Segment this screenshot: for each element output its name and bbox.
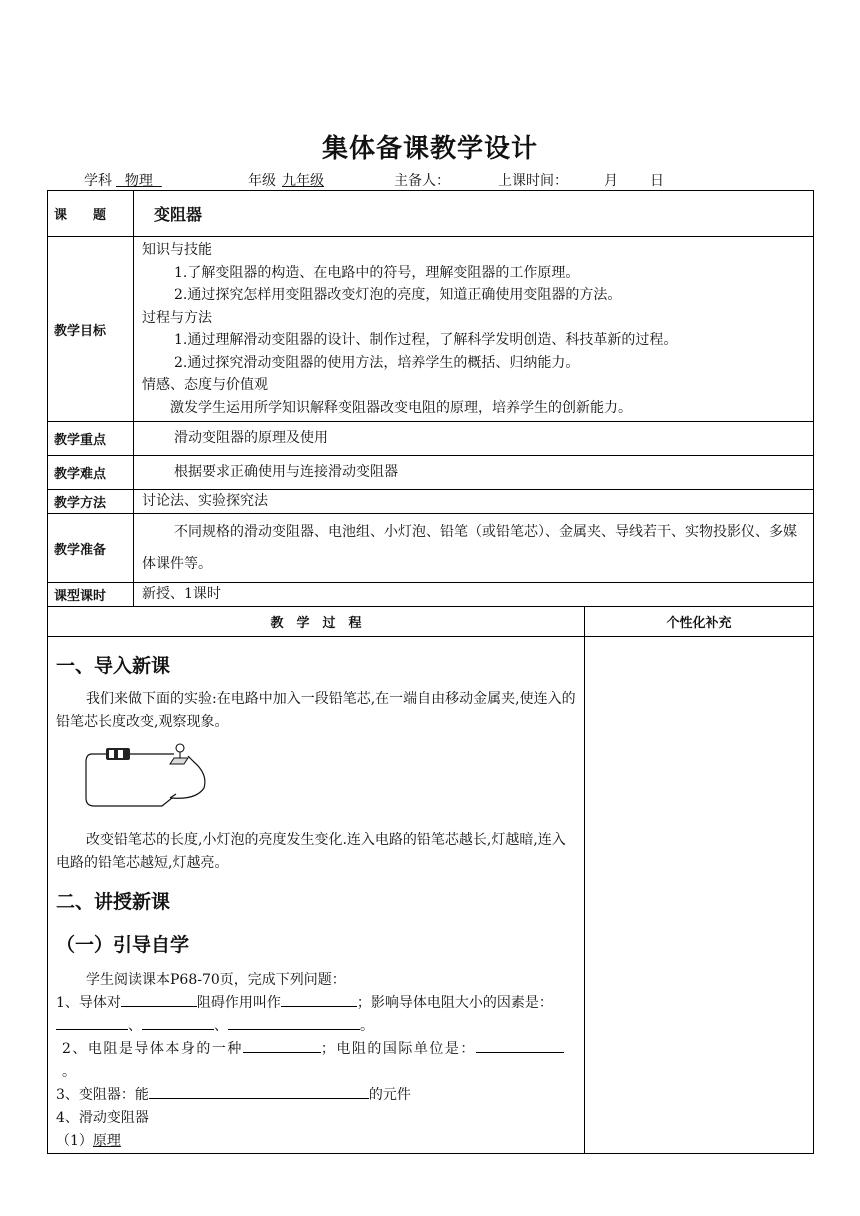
section-import-title: 一、导入新课 [56,655,171,677]
supplement-header: 个性化补充 [585,607,814,637]
goal-item: 1.通过理解滑动变阻器的设计、制作过程，了解科学发明创造、科技革新的过程。 [174,332,678,348]
goal-item: 激发学生运用所学知识解释变阻器改变电阻的原理，培养学生的创新能力。 [170,399,632,416]
process-content [48,637,585,1154]
goal-item: 2.通过探究滑动变阻器的使用方法，培养学生的概括、归纳能力。 [174,354,580,371]
goals-row [48,237,814,422]
key-text: 滑动变阻器的原理及使用 [174,430,328,447]
month-label: 月 [604,173,618,189]
circuit-wire [170,794,176,798]
period-label: 课型课时 [48,583,134,607]
circuit-wire [86,754,205,806]
topic-label: 课 题 [48,191,134,237]
q3-text-a: 3、变阻器：能 [56,1087,149,1103]
q1-blank [281,992,357,1007]
grade-label: 年级 [248,173,276,189]
q1-text-c: ；影响导体电阻大小的因素是： [356,995,553,1011]
q3-blank [149,1084,369,1099]
q2-text-a: 2、电阻是导体本身的一种 [62,1041,243,1057]
day-label: 日 [650,173,664,189]
q4-1-prefix: （1） [56,1133,93,1149]
bulb-holder-icon [170,758,188,764]
q1-blank [56,1015,128,1030]
method-value: 讨论法、实验探究法 [134,490,814,514]
supplement-column [585,637,814,1154]
goals-heading-emotion: 情感、态度与价值观 [142,377,268,393]
battery-cell-icon [118,750,123,758]
section-import-p2: 改变铅笔芯的长度,小灯泡的亮度发生变化.连入电路的铅笔芯越长,灯越暗,连入电路的铅笔芯越短,灯越亮。 [56,832,566,871]
circuit-diagram [84,740,578,819]
q1-sep: 、 [128,1018,142,1034]
q2-blank [476,1038,564,1053]
subject-value: 物理 [116,173,162,189]
goal-item: 1.了解变阻器的构造、在电路中的符号，理解变阻器的工作原理。 [174,264,580,281]
key-value [134,422,814,456]
prep-row [48,514,814,583]
process-header-row [48,607,814,637]
q4-1-text: 原理 [92,1133,121,1149]
period-value: 新授、1课时 [134,583,814,607]
q1-text-b: 阻碍作用叫作 [196,995,281,1011]
question-3 [56,1084,578,1107]
battery-cell-icon [109,750,114,758]
question-4: 4、滑动变阻器 [56,1110,149,1126]
q1-blank [142,1015,214,1030]
question-2 [56,1038,578,1084]
topic-row [48,191,814,237]
goals-heading-process: 过程与方法 [142,309,212,326]
grade-value: 九年级 [282,173,324,189]
difficulty-value [134,456,814,490]
period-row [48,583,814,607]
q2-blank [243,1038,321,1053]
question-1 [56,992,578,1038]
goals-content [134,237,814,422]
difficulty-text: 根据要求正确使用与连接滑动变阻器 [174,464,398,481]
read-instruction: 学生阅读课本P68-70页，完成下列问题： [86,972,346,988]
section-import-p1: 我们来做下面的实验:在电路中加入一段铅笔芯,在一端自由移动金属夹,使连入的铅笔芯长度改变,观察现象。 [56,691,576,730]
method-label: 教学方法 [48,490,134,514]
key-label: 教学重点 [48,422,134,456]
q2-text-b: ；电阻的国际单位是： [320,1041,476,1057]
q1-sep: 、 [214,1018,228,1034]
subject-label: 学科 [84,173,112,189]
method-row [48,490,814,514]
q1-blank [121,992,197,1007]
document-title: 集体备课教学设计 [321,134,538,164]
goals-heading-knowledge: 知识与技能 [142,242,212,258]
section-teach-title: 二、讲授新课 [56,891,171,913]
goal-item: 2.通过探究怎样用变阻器改变灯泡的亮度，知道正确使用变阻器的方法。 [174,287,622,303]
difficulty-label: 教学难点 [48,456,134,490]
q3-text-b: 的元件 [368,1087,411,1103]
time-label: 上课时间： [498,173,568,189]
q1-blank [228,1015,360,1030]
topic-value: 变阻器 [134,191,814,237]
difficulty-row [48,456,814,490]
preparer-label: 主备人： [394,173,450,189]
circuit-diagram-svg [84,740,214,815]
question-4-1 [56,1130,578,1153]
goals-label: 教学目标 [48,237,134,422]
q2-end: 。 [62,1064,78,1080]
lesson-plan-table [47,190,814,1154]
process-row [48,637,814,1154]
subsection-selfstudy-title: （一）引导自学 [56,934,190,956]
key-row [48,422,814,456]
q1-end: 。 [360,1018,374,1034]
process-header: 教 学 过 程 [48,607,585,637]
q1-text-a: 1、导体对 [56,995,121,1011]
bulb-icon [176,744,184,752]
prep-label: 教学准备 [48,514,134,583]
prep-value: 不同规格的滑动变阻器、电池组、小灯泡、铅笔（或铅笔芯）、金属夹、导线若干、实物投影仪、多媒体课件等。 [134,514,814,583]
